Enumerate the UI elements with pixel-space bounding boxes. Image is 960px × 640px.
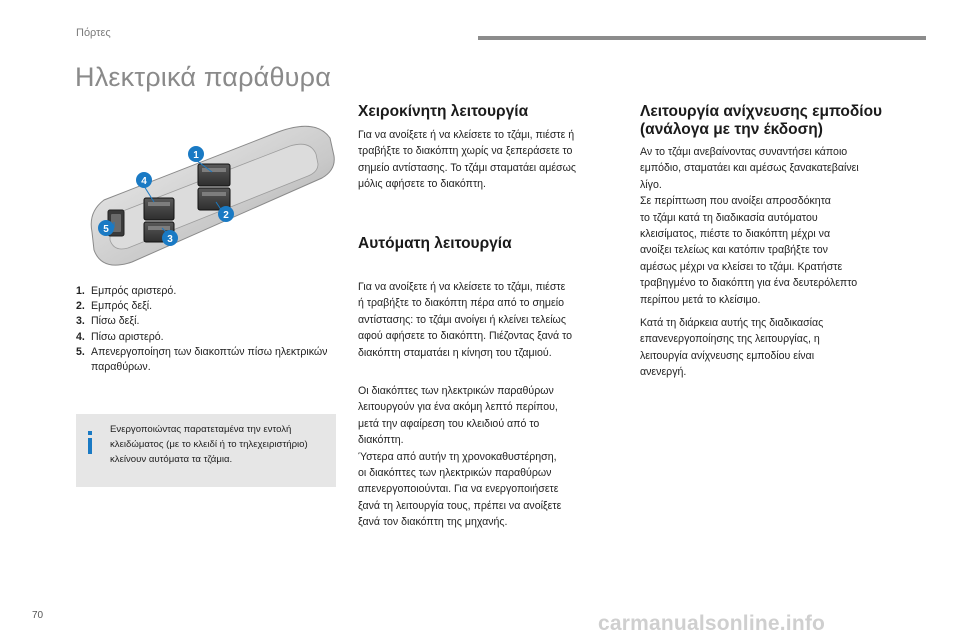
- anti-pinch-heading: Λειτουργία ανίχνευσης εμποδίου (ανάλογα με την έκδοση): [640, 103, 883, 138]
- svg-text:3: 3: [167, 234, 173, 245]
- anti-pinch-text: Αν το τζάμι ανεβαίνοντας συναντήσει κάποιο εμπόδιο, σταματάει και αμέσως ξανακατεβαίνει λίγο. Σε περίπτωση που ανοίξει απροσδόκητα το τζάμι κατά τη διαδικασία αυτόματου κλεισίματος, πιέστε το διακόπτη μέχρι να ανοίξει τελείως και κατόπιν τραβήξτε τον αμέσως μέχρι να κλείσει το τζάμι. Κρατήστε τραβηγμένο το διακόπτη για ένα δευτερόλεπτο περίπου μετά το κλείσιμο.: [640, 146, 859, 306]
- legend-item: 3. Πίσω δεξί.: [76, 315, 140, 328]
- page-number: 70: [32, 610, 44, 621]
- callout-4: [136, 172, 152, 188]
- auto-text: Για να ανοίξετε ή να κλείσετε το τζάμι, πιέστε ή τραβήξτε το διακόπτη πέρα από το σημείο αντίστασης: το τζάμι ανοίγει ή κλείνει τελείως αφού αφήσετε το διακόπτη. Πιέζοντας ξανά το διακόπτη σταματάει η κίνηση του τζαμιού.: [358, 281, 573, 359]
- section-header: Πόρτες: [76, 27, 111, 39]
- legend-item: 1. Εμπρός αριστερό.: [76, 285, 177, 297]
- legend-item: 2. Εμπρός δεξί.: [76, 300, 153, 313]
- legend-item: 4. Πίσω αριστερό.: [76, 330, 164, 343]
- info-text: Ενεργοποιώντας παρατεταμένα την εντολή κλειδώματος (με το κλειδί ή το τηλεχειριστήριο) κλείνουν αυτόματα τα τζάμια.: [110, 424, 308, 466]
- svg-text:4: 4: [141, 176, 147, 187]
- callout-1: [188, 146, 204, 162]
- callout-2: [218, 206, 234, 222]
- auto-heading: Αυτόματη λειτουργία: [358, 235, 512, 252]
- svg-text:2: 2: [223, 210, 229, 221]
- svg-text:1: 1: [193, 150, 199, 161]
- watermark: carmanualsonline.info: [598, 612, 826, 635]
- manual-text: Για να ανοίξετε ή να κλείσετε το τζάμι, πιέστε ή τραβήξτε το διακόπτη χωρίς να ξεπεράσετε το σημείο αντίστασης. Το τζάμι σταματάει αμέσως μόλις αφήσετε το διακόπτη.: [358, 129, 576, 191]
- svg-text:5: 5: [103, 224, 109, 235]
- callout-3: [162, 230, 178, 246]
- auto-delay-text: Οι διακόπτες των ηλεκτρικών παραθύρων λειτουργούν για ένα ακόμη λεπτό περίπου, μετά την αφαίρεση του κλειδιού από το διακόπτη. Ύστερα από αυτήν τη χρονοκαθυστέρηση, οι διακόπτες των ηλεκτρικών παραθύρων απενεργοποιούνται. Για να ενεργοποιήσετε ξανά τη λειτουργία τους, πρέπει να ανοίξετε ξανά τον διακόπτη της μηχανής.: [358, 385, 562, 529]
- callout-5: [98, 220, 114, 236]
- anti-pinch-note: Κατά τη διάρκεια αυτής της διαδικασίας επανενεργοποίησης της λειτουργίας, η λειτουργία ανίχνευσης εμποδίου είναι ανενεργή.: [640, 317, 824, 379]
- legend-list: [76, 284, 338, 375]
- header-rule: [478, 36, 926, 40]
- window-switch-diagram: [78, 112, 346, 274]
- info-icon: [85, 427, 95, 457]
- info-note: [76, 414, 336, 487]
- legend-item: 5. Απενεργοποίηση των διακοπτών πίσω ηλεκτρικών παραθύρων.: [76, 345, 328, 374]
- manual-heading: Χειροκίνητη λειτουργία: [358, 103, 529, 120]
- page-title: Ηλεκτρικά παράθυρα: [75, 62, 332, 92]
